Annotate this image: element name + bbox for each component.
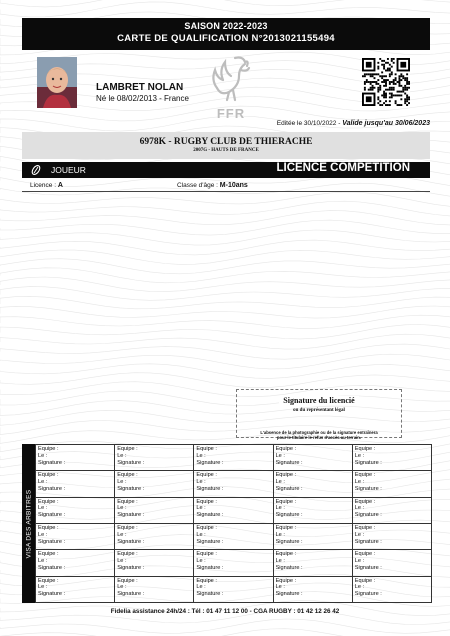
visa-cell-line: Signature : — [354, 564, 382, 571]
valid-until: Valide jusqu'au 30/06/2023 — [342, 120, 430, 127]
visa-cell-line: Equipe : — [275, 551, 297, 558]
visa-cell — [352, 550, 431, 576]
card-number-title: CARTE DE QUALIFICATION N°2013021155494 — [117, 33, 335, 44]
visa-cell — [36, 497, 115, 523]
visa-cell-line: Le : — [354, 584, 365, 591]
visa-cell-line: Signature : — [38, 485, 66, 492]
visa-cell-line: Le : — [117, 531, 127, 538]
visa-cell-line: Signature : — [354, 512, 382, 519]
visa-cell-line: Le : — [354, 558, 365, 565]
visa-cell-line: Signature : — [196, 538, 224, 545]
visa-cell-line: Le : — [38, 479, 48, 486]
rooster-icon — [205, 52, 257, 104]
visa-cell-line: Signature : — [275, 564, 303, 571]
visa-cell-line: Signature : — [117, 538, 145, 545]
visa-cell-line: Le : — [117, 558, 127, 565]
visa-cell-line: Equipe : — [117, 524, 138, 531]
visa-cell — [194, 550, 273, 576]
season-title: SAISON 2022-2023 — [184, 21, 268, 31]
visa-cell-line: Equipe : — [117, 577, 138, 584]
visa-cell-line: Le : — [117, 505, 127, 512]
visa-cell-line: Le : — [196, 452, 206, 459]
card-header — [22, 18, 430, 50]
visa-cell-line: Equipe : — [354, 472, 376, 479]
visa-cell-line: Le : — [196, 558, 206, 565]
visa-cell-line: Signature : — [38, 459, 66, 466]
visa-cell-line: Signature : — [196, 485, 224, 492]
visa-cell — [194, 497, 273, 523]
visa-cell — [36, 523, 115, 549]
visa-cell-line: Le : — [196, 584, 206, 591]
visa-cell-line: Equipe : — [38, 524, 59, 531]
visa-cell-line: Equipe : — [196, 498, 217, 505]
visa-cell-line: Le : — [196, 505, 206, 512]
visa-cell-line: Le : — [354, 531, 365, 538]
visa-cell-line: Equipe : — [117, 472, 138, 479]
club-name: 6978K - RUGBY CLUB DE THIERACHE — [139, 137, 313, 147]
visa-cell-line: Signature : — [275, 591, 303, 598]
licence-class: Licence : A — [30, 182, 63, 189]
visa-cell-line: Equipe : — [354, 524, 376, 531]
visa-cell-line: Le : — [38, 531, 48, 538]
visa-cell-line: Signature : — [196, 512, 224, 519]
visa-cell-line: Signature : — [117, 512, 145, 519]
visa-cell-line: Equipe : — [196, 551, 217, 558]
paperclip-icon — [30, 164, 42, 176]
visa-cell-line: Signature : — [354, 459, 382, 466]
visa-cell — [36, 445, 115, 471]
visa-cell-line: Le : — [354, 452, 365, 459]
visa-cell-line: Equipe : — [196, 446, 217, 452]
visa-cell-line: Equipe : — [38, 551, 59, 558]
visa-cell — [352, 497, 431, 523]
visa-cell-line: Equipe : — [354, 577, 376, 584]
visa-cell-line: Equipe : — [275, 446, 297, 452]
visa-cell-line: Le : — [38, 505, 48, 512]
visa-cell-line: Le : — [354, 505, 365, 512]
licence-bar — [22, 162, 430, 178]
visa-cell-line: Equipe : — [275, 524, 297, 531]
visa-cell — [36, 471, 115, 497]
visa-cell-line: Signature : — [354, 485, 382, 492]
visa-cell-line: Signature : — [196, 459, 224, 466]
visa-cell-line: Le : — [275, 452, 285, 459]
visa-cell — [115, 550, 194, 576]
visa-cell-line: Signature : — [354, 538, 382, 545]
visa-cell-line: Equipe : — [196, 524, 217, 531]
visa-cell-line: Equipe : — [354, 551, 376, 558]
visa-cell-line: Signature : — [38, 538, 66, 545]
visa-cell — [352, 471, 431, 497]
visa-cell-line: Signature : — [275, 459, 303, 466]
visa-cell-line: Signature : — [275, 512, 303, 519]
visa-cell — [273, 445, 352, 471]
player-photo — [37, 57, 77, 108]
visa-cell-line: Signature : — [38, 564, 66, 571]
visa-cell-line: Signature : — [196, 564, 224, 571]
visa-cell-line: Equipe : — [117, 551, 138, 558]
visa-cell-line: Equipe : — [38, 446, 59, 452]
visa-cell — [194, 576, 273, 602]
visa-cell — [273, 471, 352, 497]
visa-cell — [352, 576, 431, 602]
player-birth-info: Né le 08/02/2013 - France — [96, 94, 189, 103]
visa-cell — [36, 550, 115, 576]
visa-cell-line: Le : — [117, 584, 127, 591]
visa-cell-line: Signature : — [196, 591, 224, 598]
signature-subtitle: ou du représentant légal — [293, 408, 345, 413]
visa-cell-line: Le : — [275, 558, 285, 565]
signature-note: L'absence de la photographie ou de la signature entraînera pour le titulaire le refus d'accès au terrain. — [260, 430, 378, 440]
visa-cell-line: Equipe : — [117, 446, 138, 452]
signature-box — [236, 389, 402, 438]
assistance-footer: Fidelia assistance 24h/24 : Tél : 01 47 11 12 00 - CGA RUGBY : 01 42 12 26 42 — [110, 608, 340, 615]
visa-row — [36, 523, 432, 549]
player-name: LAMBRET NOLAN — [96, 82, 184, 93]
visa-cell — [194, 523, 273, 549]
visa-cell — [273, 576, 352, 602]
visa-cell-line: Le : — [354, 479, 365, 486]
visa-row — [36, 497, 432, 523]
visa-cell-line: Signature : — [275, 485, 303, 492]
visa-cell — [352, 445, 431, 471]
visa-cell-line: Equipe : — [117, 498, 138, 505]
licence-info-row — [22, 179, 430, 192]
visa-cell-line: Signature : — [117, 459, 145, 466]
visa-cell-line: Equipe : — [354, 446, 376, 452]
visa-cell-line: Equipe : — [275, 472, 297, 479]
referee-visa-grid — [35, 444, 432, 603]
visa-cell-line: Le : — [117, 479, 127, 486]
visa-cell-line: Equipe : — [275, 498, 297, 505]
qr-code — [362, 58, 410, 106]
visa-cell — [194, 471, 273, 497]
visa-cell-line: Le : — [275, 584, 285, 591]
visa-cell — [352, 523, 431, 549]
visa-cell-line: Signature : — [38, 591, 66, 598]
visa-cell — [115, 471, 194, 497]
referee-visa-label: VISA DES ARBITRES — [22, 444, 35, 603]
player-role: JOUEUR — [51, 165, 86, 175]
visa-cell — [115, 445, 194, 471]
age-class: Classe d'âge : M-10ans — [177, 182, 248, 189]
visa-cell-line: Signature : — [275, 538, 303, 545]
visa-cell-line: Equipe : — [38, 577, 59, 584]
club-region: 2007G - HAUTS DE FRANCE — [193, 148, 259, 153]
visa-cell-line: Signature : — [117, 591, 145, 598]
visa-row — [36, 471, 432, 497]
visa-cell-line: Equipe : — [38, 498, 59, 505]
visa-cell — [115, 523, 194, 549]
visa-cell-line: Signature : — [117, 485, 145, 492]
visa-row — [36, 445, 432, 471]
visa-cell — [36, 576, 115, 602]
visa-cell-line: Equipe : — [196, 472, 217, 479]
ffr-logo-text: FFR — [216, 106, 246, 121]
visa-cell — [194, 445, 273, 471]
visa-cell — [115, 576, 194, 602]
visa-cell-line: Equipe : — [354, 498, 376, 505]
visa-cell-line: Le : — [196, 479, 206, 486]
visa-cell-line: Le : — [38, 452, 48, 459]
visa-cell-line: Le : — [275, 531, 285, 538]
visa-cell-line: Le : — [196, 531, 206, 538]
visa-cell-line: Signature : — [38, 512, 66, 519]
visa-cell-line: Le : — [38, 584, 48, 591]
visa-cell-line: Equipe : — [38, 472, 59, 479]
club-band — [22, 132, 430, 159]
ffr-rooster-logo — [205, 52, 257, 120]
visa-cell — [273, 523, 352, 549]
visa-cell-line: Le : — [38, 558, 48, 565]
licence-type: LICENCE COMPETITION — [276, 162, 410, 174]
visa-cell-line: Equipe : — [275, 577, 297, 584]
signature-title: Signature du licencié — [279, 396, 358, 405]
visa-cell-line: Equipe : — [196, 577, 217, 584]
visa-cell — [273, 497, 352, 523]
visa-cell-line: Le : — [275, 505, 285, 512]
edition-validity — [200, 120, 430, 127]
edited-date: Editée le 30/10/2022 - — [276, 120, 343, 127]
visa-cell-line: Le : — [275, 479, 285, 486]
visa-cell — [115, 497, 194, 523]
visa-cell — [273, 550, 352, 576]
visa-cell-line: Le : — [117, 452, 127, 459]
visa-cell-line: Signature : — [354, 591, 382, 598]
visa-cell-line: Signature : — [117, 564, 145, 571]
visa-row — [36, 550, 432, 576]
visa-row — [36, 576, 432, 602]
